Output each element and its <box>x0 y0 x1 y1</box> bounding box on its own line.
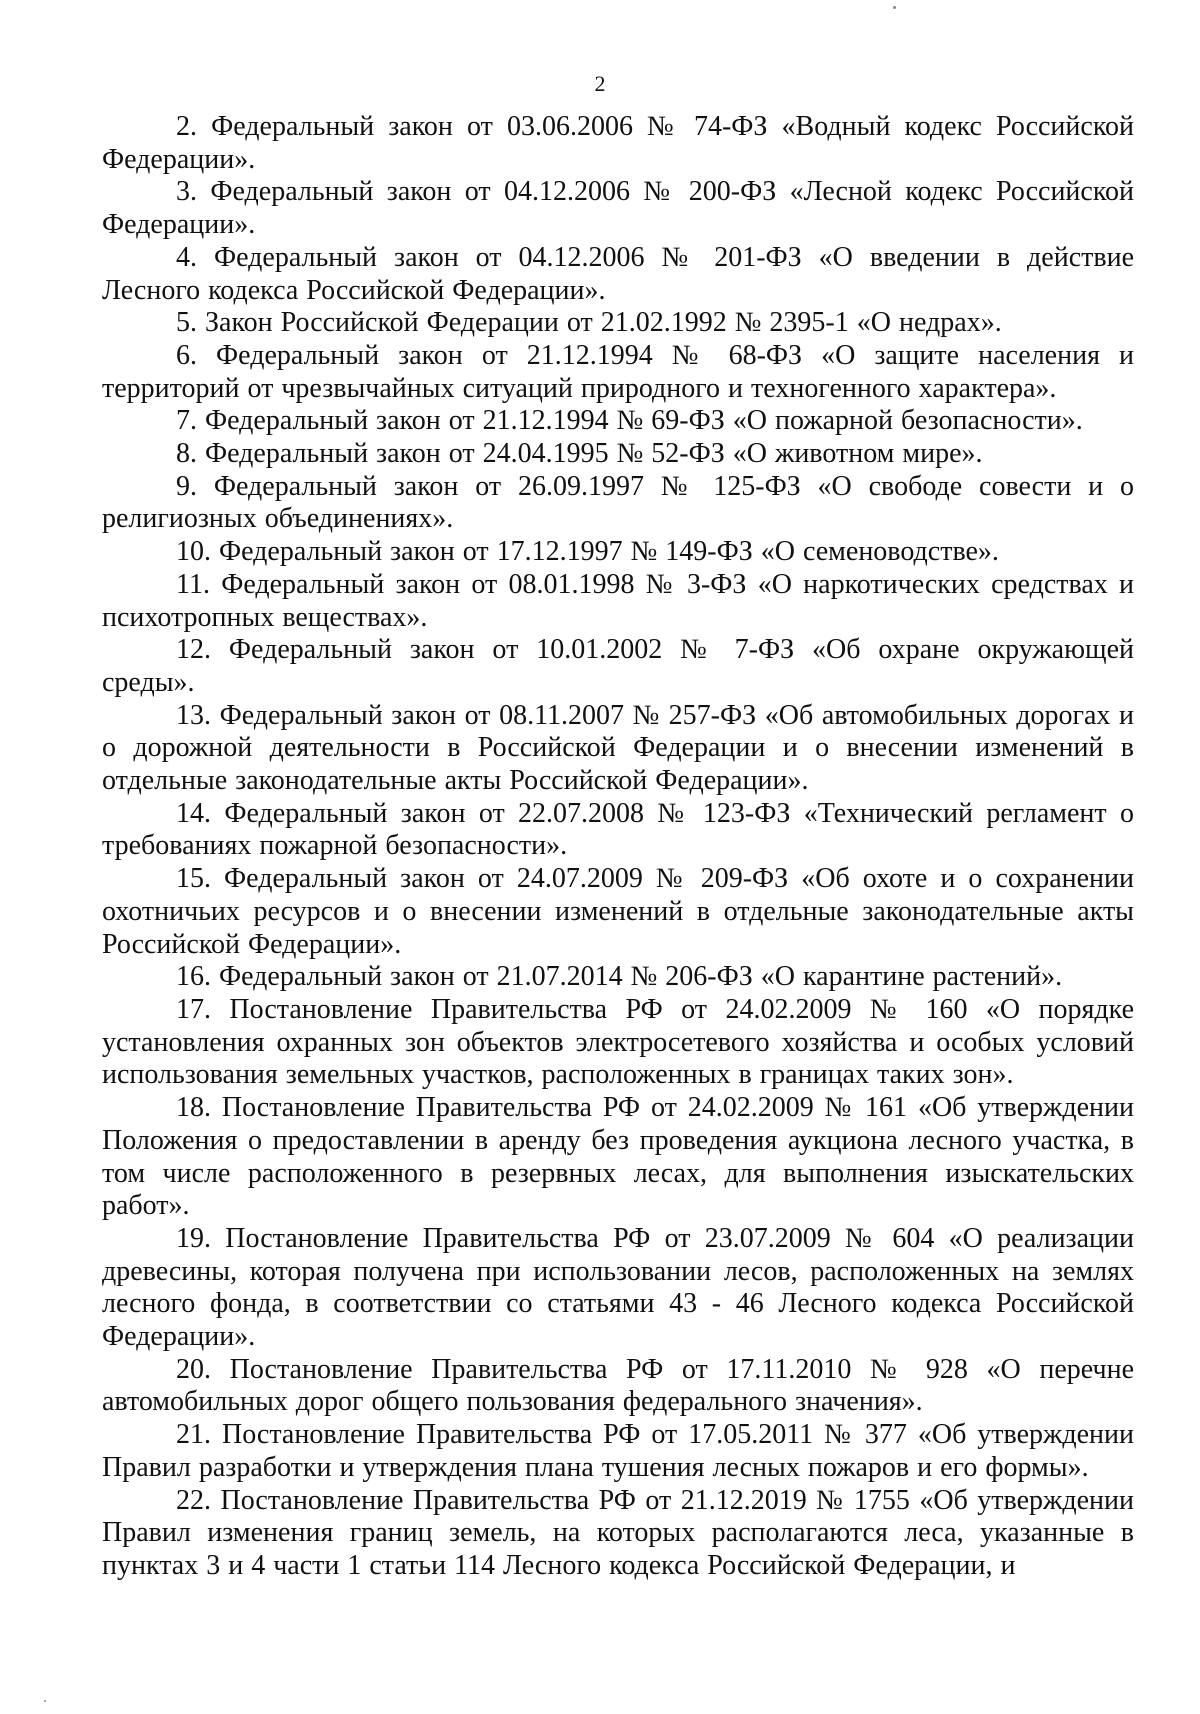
list-item: 21. Постановление Правительства РФ от 17.05.2011 № 377 «Об утверждении Правил разработки и утверждения плана тушения лесных пожаров и его формы». <box>102 1419 1134 1483</box>
list-item: 20. Постановление Правительства РФ от 17.11.2010 № 928 «О перечне автомобильных дорог общего пользования федерального значения». <box>102 1353 1134 1418</box>
list-item: 19. Постановление Правительства РФ от 23.07.2009 № 604 «О реализации древесины, которая получена при использовании лесов, расположенных на землях лесного фонда, в соответствии со статьями 43 - 46 Лесного кодекса Российской Федерации». <box>102 1222 1134 1353</box>
list-item: 6. Федеральный закон от 21.12.1994 № 68-ФЗ «О защите населения и территорий от чрезвычайных ситуаций природного и техногенного характера». <box>102 339 1134 404</box>
list-item: 12. Федеральный закон от 10.01.2002 № 7-ФЗ «Об охране окружающей среды». <box>102 634 1134 698</box>
scan-speck <box>44 1700 46 1702</box>
list-item: 22. Постановление Правительства РФ от 21.12.2019 № 1755 «Об утверждении Правил изменения границ земель, на которых располагаются леса, указанные в пунктах 3 и 4 части 1 статьи 114 Лесного кодекса Российской Федерации, и <box>102 1484 1134 1581</box>
list-item: 16. Федеральный закон от 21.07.2014 № 206-ФЗ «О карантине растений». <box>176 961 1063 993</box>
list-item: 9. Федеральный закон от 26.09.1997 № 125-ФЗ «О свободе совести и о религиозных объединениях». <box>102 470 1134 535</box>
list-item: 15. Федеральный закон от 24.07.2009 № 209-ФЗ «Об охоте и о сохранении охотничьих ресурсов и о внесении изменений в отдельные законодательные акты Российской Федерации». <box>102 863 1134 960</box>
list-item: 14. Федеральный закон от 22.07.2008 № 123-ФЗ «Технический регламент о требованиях пожарной безопасности». <box>102 797 1134 862</box>
page-number: 2 <box>594 71 606 96</box>
list-item: 13. Федеральный закон от 08.11.2007 № 257-ФЗ «Об автомобильных дорогах и о дорожной деятельности в Российской Федерации и о внесении изменений в отдельные законодательные акты Российской Федерации». <box>102 699 1134 797</box>
scan-speck <box>893 6 896 9</box>
list-item: 3. Федеральный закон от 04.12.2006 № 200-ФЗ «Лесной кодекс Российской Федерации». <box>102 176 1134 241</box>
list-item: 8. Федеральный закон от 24.04.1995 № 52-ФЗ «О животном мире». <box>176 438 983 470</box>
list-item: 18. Постановление Правительства РФ от 24.02.2009 № 161 «Об утверждении Положения о предоставлении в аренду без проведения аукциона лесного участка, в том числе расположенного в резервных лесах, для выполнения изыскательских работ». <box>102 1092 1134 1222</box>
legal-acts-list <box>102 111 1134 1583</box>
list-item: 17. Постановление Правительства РФ от 24.02.2009 № 160 «О порядке установления охранных зон объектов электросетевого хозяйства и особых условий использования земельных участков, расположенных в границах таких зон». <box>102 993 1134 1091</box>
list-item: 5. Закон Российской Федерации от 21.02.1992 № 2395-1 «О недрах». <box>176 307 1002 339</box>
list-item: 10. Федеральный закон от 17.12.1997 № 149-ФЗ «О семеноводстве». <box>176 536 999 568</box>
list-item: 4. Федеральный закон от 04.12.2006 № 201-ФЗ «О введении в действие Лесного кодекса Российской Федерации». <box>102 241 1134 306</box>
list-item: 2. Федеральный закон от 03.06.2006 № 74-ФЗ «Водный кодекс Российской Федерации». <box>102 111 1134 175</box>
list-item: 7. Федеральный закон от 21.12.1994 № 69-ФЗ «О пожарной безопасности». <box>176 405 1083 437</box>
list-item: 11. Федеральный закон от 08.01.1998 № 3-ФЗ «О наркотических средствах и психотропных веществах». <box>102 568 1134 633</box>
